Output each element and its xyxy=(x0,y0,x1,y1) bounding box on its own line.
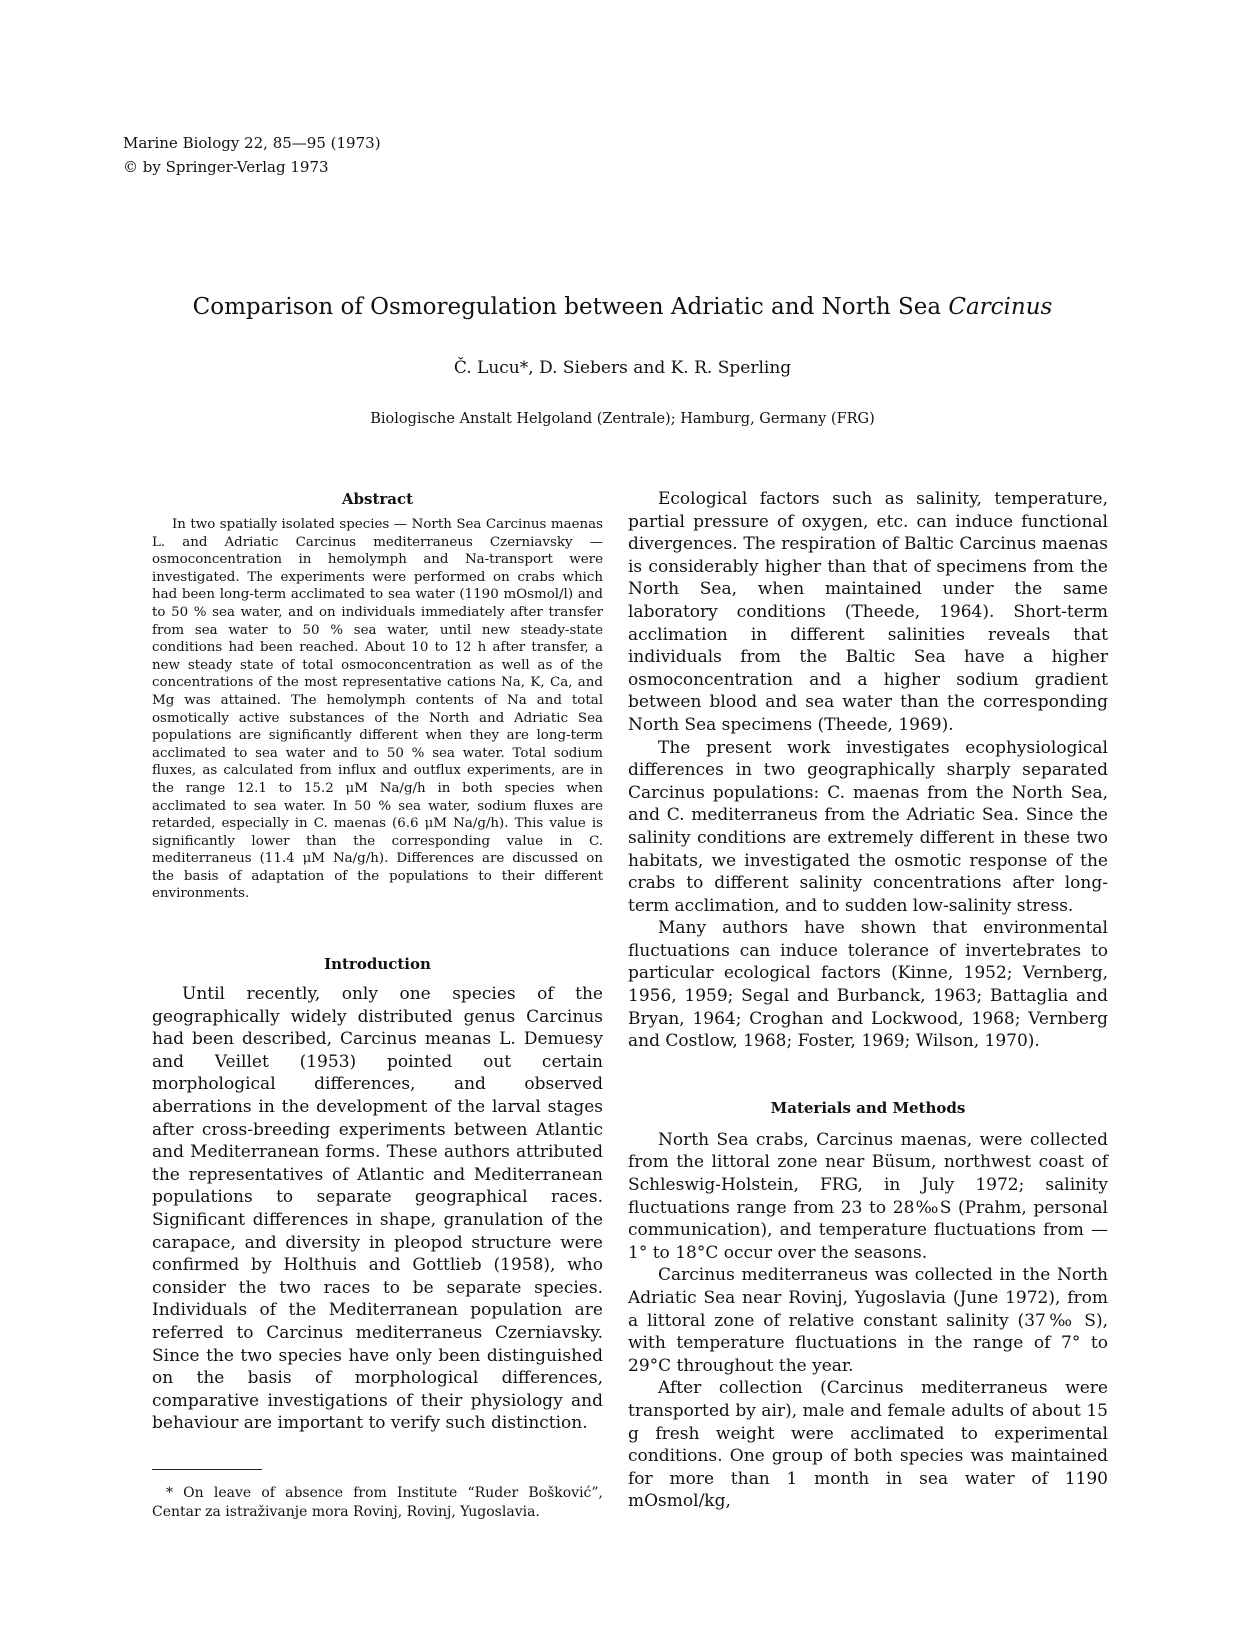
paper-title-main: Comparison of Osmoregulation between Adriatic and North Sea xyxy=(192,294,942,320)
introduction-paragraph-3: The present work investigates ecophysiological differences in two geographically sharply separated Carcinus populations: C. maenas from the North Sea, and C. mediterraneus from the Adriatic Sea. Since the salinity conditions are extremely different in these two habitats, we investigated the osmotic response of the crabs to different salinity concentrations after long-term acclimation, and to sudden low-salinity stress. xyxy=(628,737,1108,916)
author-list: Č. Lucu*, D. Siebers and K. R. Sperling xyxy=(453,358,792,378)
introduction-heading: Introduction xyxy=(324,955,431,974)
introduction-paragraph-4: Many authors have shown that environmental fluctuations can induce tolerance of invertebrates to particular ecological factors (Kinne, 1952; Vernberg, 1956, 1959; Segal and Burbanck, 1963; Battaglia and Bryan, 1964; Croghan and Lockwood, 1968; Vernberg and Costlow, 1968; Foster, 1969; Wilson, 1970). xyxy=(628,918,1108,1052)
methods-heading: Materials and Methods xyxy=(770,1098,966,1117)
abstract-heading: Abstract xyxy=(341,490,414,508)
abstract-text: In two spatially isolated species — North Sea Carcinus maenas L. and Adriatic Carcinus mediterraneus Czerniavsky — osmoconcentration in hemolymph and Na-transport were investigated. The experiments were performed on crabs which had been long-term acclimated to sea water (1190 mOsmol/l) and to 50 % sea water, and on individuals immediately after transfer from sea water to 50 % sea water, until new steady-state conditions had been reached. About 10 to 12 h after transfer, a new steady state of total osmoconcentration as well as of the concentrations of the most representative cations Na, K, Ca, and Mg was attained. The hemolymph contents of Na and total osmotically active substances of the North and Adriatic Sea populations are significantly different when they are long-term acclimated to sea water and to 50 % sea water. Total sodium fluxes, as calculated from influx and outflux experiments, are in the range 12.1 to 15.2 μM Na/g/h in both species when acclimated to sea water. In 50 % sea water, sodium fluxes are retarded, especially in C. maenas (6.6 μM Na/g/h). This value is significantly lower than the corresponding value in C. mediterraneus (11.4 μM Na/g/h). Differences are discussed on the basis of adaptation of the populations to their different environments. xyxy=(152,517,603,902)
footnote-rule xyxy=(152,1469,262,1470)
left-column xyxy=(152,488,603,1536)
journal-header xyxy=(123,131,381,179)
right-column xyxy=(628,488,1108,1513)
journal-citation: Marine Biology 22, 85—95 (1973) xyxy=(123,134,381,152)
footnote: * On leave of absence from Institute “Ruder Bošković”, Centar za istraživanje mora Rovinj, Rovinj, Yugoslavia. xyxy=(152,1484,603,1520)
introduction-paragraph-1: Until recently, only one species of the geographically widely distributed genus Carcinus had been described, Carcinus meanas L. Demuesy and Veillet (1953) pointed out certain morphological differences, and observed aberrations in the development of the larval stages after cross-breeding experiments between Atlantic and Mediterranean forms. These authors attributed the representatives of Atlantic and Mediterranean populations to separate geographical races. Significant differences in shape, granulation of the carapace, and diversity in pleopod structure were confirmed by Holthuis and Gottlieb (1958), who consider the two races to be separate species. Individuals of the Mediterranean population are referred to Carcinus mediterraneus Czerniavsky. Since the two species have only been distinguished on the basis of morphological differences, comparative investigations of their physiology and behaviour are important to verify such distinction. xyxy=(152,984,603,1434)
methods-paragraph-3: After collection (Carcinus mediterraneus were transported by air), male and female adults of about 15 g fresh weight were acclimated to experimental conditions. One group of both species was maintained for more than 1 month in sea water of 1190 mOsmol/kg, xyxy=(628,1378,1108,1512)
paper-title xyxy=(0,292,1245,322)
methods-paragraph-2: Carcinus mediterraneus was collected in the North Adriatic Sea near Rovinj, Yugoslavia (June 1972), from a littoral zone of relative constant salinity (37‰ S), with temperature fluctuations in the range of 7° to 29°C throughout the year. xyxy=(628,1265,1108,1376)
affiliation: Biologische Anstalt Helgoland (Zentrale); Hamburg, Germany (FRG) xyxy=(370,411,875,427)
introduction-paragraph-2: Ecological factors such as salinity, temperature, partial pressure of oxygen, etc. can induce functional divergences. The respiration of Baltic Carcinus maenas is considerably higher than that of specimens from the North Sea, when maintained under the same laboratory conditions (Theede, 1964). Short-term acclimation in different salinities reveals that individuals from the Baltic Sea have a higher osmoconcentration and a higher sodium gradient between blood and sea water than the corresponding North Sea specimens (Theede, 1969). xyxy=(628,489,1108,735)
paper-title-genus: Carcinus xyxy=(948,294,1053,320)
methods-paragraph-1: North Sea crabs, Carcinus maenas, were collected from the littoral zone near Büsum, northwest coast of Schleswig-Holstein, FRG, in July 1972; salinity fluctuations range from 23 to 28‰S (Prahm, personal communication), and temperature fluctuations from —1° to 18°C occur over the seasons. xyxy=(628,1129,1108,1263)
journal-copyright: © by Springer-Verlag 1973 xyxy=(123,158,329,176)
